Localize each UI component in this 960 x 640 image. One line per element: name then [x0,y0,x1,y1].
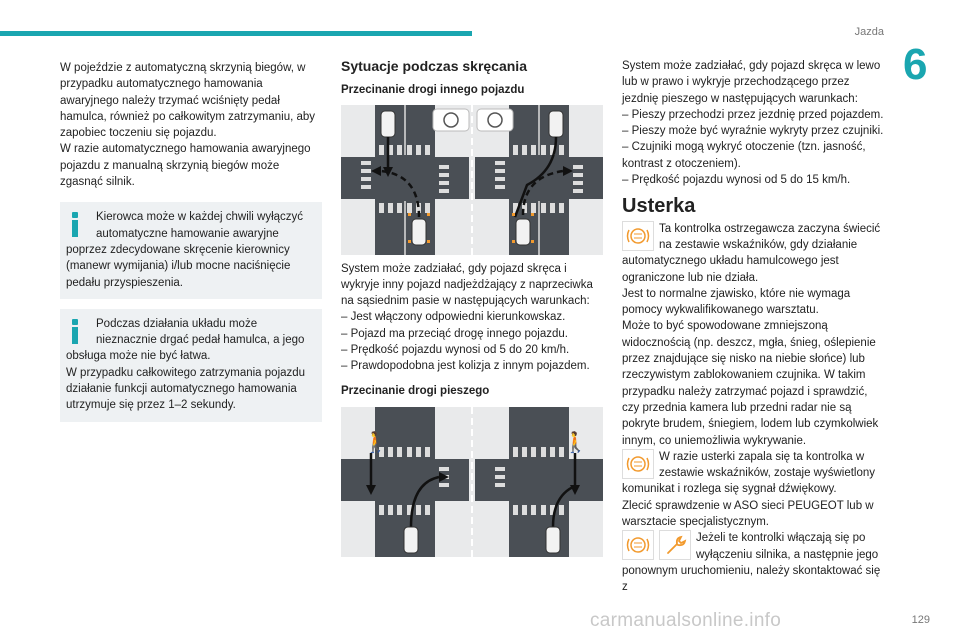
column-1 [60,60,322,422]
watermark: carmanualsonline.info [590,610,782,631]
chapter-number: 6 [903,40,928,89]
section-title-usterka: Usterka [622,195,696,218]
column-2 [341,58,603,557]
warning-text: Jeżeli te kontrolki włączają się po wyłączeniu silnika, a następnie jego ponownym uruchomieniu, należy skontaktować się z [622,532,881,594]
wrench-service-icon [659,530,691,560]
paragraph: Jest to normalne zjawisko, które nie wymaga pomocy wykwalifikowanego warsztatu. [622,287,851,317]
paragraph: W razie automatycznego hamowania awaryjnego pojazdu z manualną skrzynią biegów może zgasnąć silnik. [60,143,311,189]
list-item: – Prawdopodobna jest kolizja z innym pojazdem. [341,360,590,373]
paragraph: Może to być spowodowane zmniejszoną widocznością (np. deszcz, mgła, śnieg, oślepienie przez znajdujące się nisko na niebie słońce) lub rzeczywistym zablokowaniem czujnika. W takim przypadku należy zatrzymać pojazd i sprawdzić, czy przednia kamera lub przedni radar nie są pokryte brudem, śniegiem, lodem lub czymkolwiek innym, co uniemożliwia wykrywanie. [622,320,879,447]
section-title: Sytuacje podczas skręcania [341,58,527,74]
pedestrian-crossing-diagram [341,407,603,557]
page-number: 129 [911,614,930,626]
warning-block [622,221,884,286]
warning-block [622,530,884,595]
subsection-title: Przecinanie drogi innego pojazdu [341,84,525,97]
list-item: – Czujniki mogą wykryć otoczenie (tzn. jasność, kontrast z otoczeniem). [622,141,866,170]
info-box [60,309,322,422]
info-box [60,202,322,298]
vehicle-crossing-diagram [341,105,603,255]
svg-text:🚶: 🚶 [563,429,588,454]
column-3 [622,58,884,596]
paragraph: System może zadziałać, gdy pojazd skręca w lewo lub w prawo i wykryje przechodzącego przez jezdnię pieszego w następujących warunkach: [622,60,881,105]
info-icon [66,316,88,346]
svg-text:🚶: 🚶 [363,429,388,454]
info-text: Podczas działania układu może nieznacznie drgać pedał hamulca, a jego obsługa może nie być łatwa. [66,317,305,363]
brake-warning-icon [622,530,654,560]
list-item: – Prędkość pojazdu wynosi od 5 do 20 km/h. [341,344,570,357]
brake-warning-icon [622,221,654,251]
list-item: – Pieszy może być wyraźnie wykryty przez czujniki. [622,125,884,138]
info-text: Kierowca może w każdej chwili wyłączyć automatyczne hamowanie awaryjne poprzez zdecydowane skręcenie kierownicy (manewr wymijania) i/lub mocne naciśnięcie pedału przyspieszenia. [66,211,304,289]
warning-text: Ta kontrolka ostrzegawcza zaczyna świecić na zestawie wskaźników, gdy działanie automatycznego układu hamulcowego jest ograniczone lub nie działa. [622,222,881,284]
list-item: – Pojazd ma przeciąć drogę innego pojazdu. [341,327,568,340]
paragraph: System może zadziałać, gdy pojazd skręca i wykryje inny pojazd nadjeżdżający z naprzeciwka na sąsiednim pasie w następujących warunkach: [341,262,593,308]
info-text: W przypadku całkowitego zatrzymania pojazdu działanie funkcji automatycznego hamowania utrzymuje się przez 1–2 sekundy. [66,366,306,412]
list-item: – Prędkość pojazdu wynosi od 5 do 15 km/h. [622,174,851,187]
paragraph: W pojeździe z automatyczną skrzynią biegów, w przypadku automatycznego hamowania awaryjnego należy trzymać wciśnięty pedał hamulca, również po całkowitym zatrzymaniu, aby zapobiec toczeniu się pojazdu. [60,62,316,140]
warning-block [622,449,884,498]
list-item: – Jest włączony odpowiedni kierunkowskaz. [341,311,566,324]
brake-warning-icon [622,449,654,479]
paragraph: Zlecić sprawdzenie w ASO sieci PEUGEOT lub w warsztacie specjalistycznym. [622,499,874,529]
warning-text: W razie usterki zapala się ta kontrolka w zestawie wskaźników, zostaje wyświetlony komunikat i rozlega się sygnał dźwiękowy. [622,450,876,496]
subsection-title: Przecinanie drogi pieszego [341,384,490,397]
top-accent-bar [0,31,472,36]
section-name: Jazda [854,26,884,38]
list-item: – Pieszy przechodzi przez jezdnię przed pojazdem. [622,108,884,121]
info-icon [66,209,88,239]
